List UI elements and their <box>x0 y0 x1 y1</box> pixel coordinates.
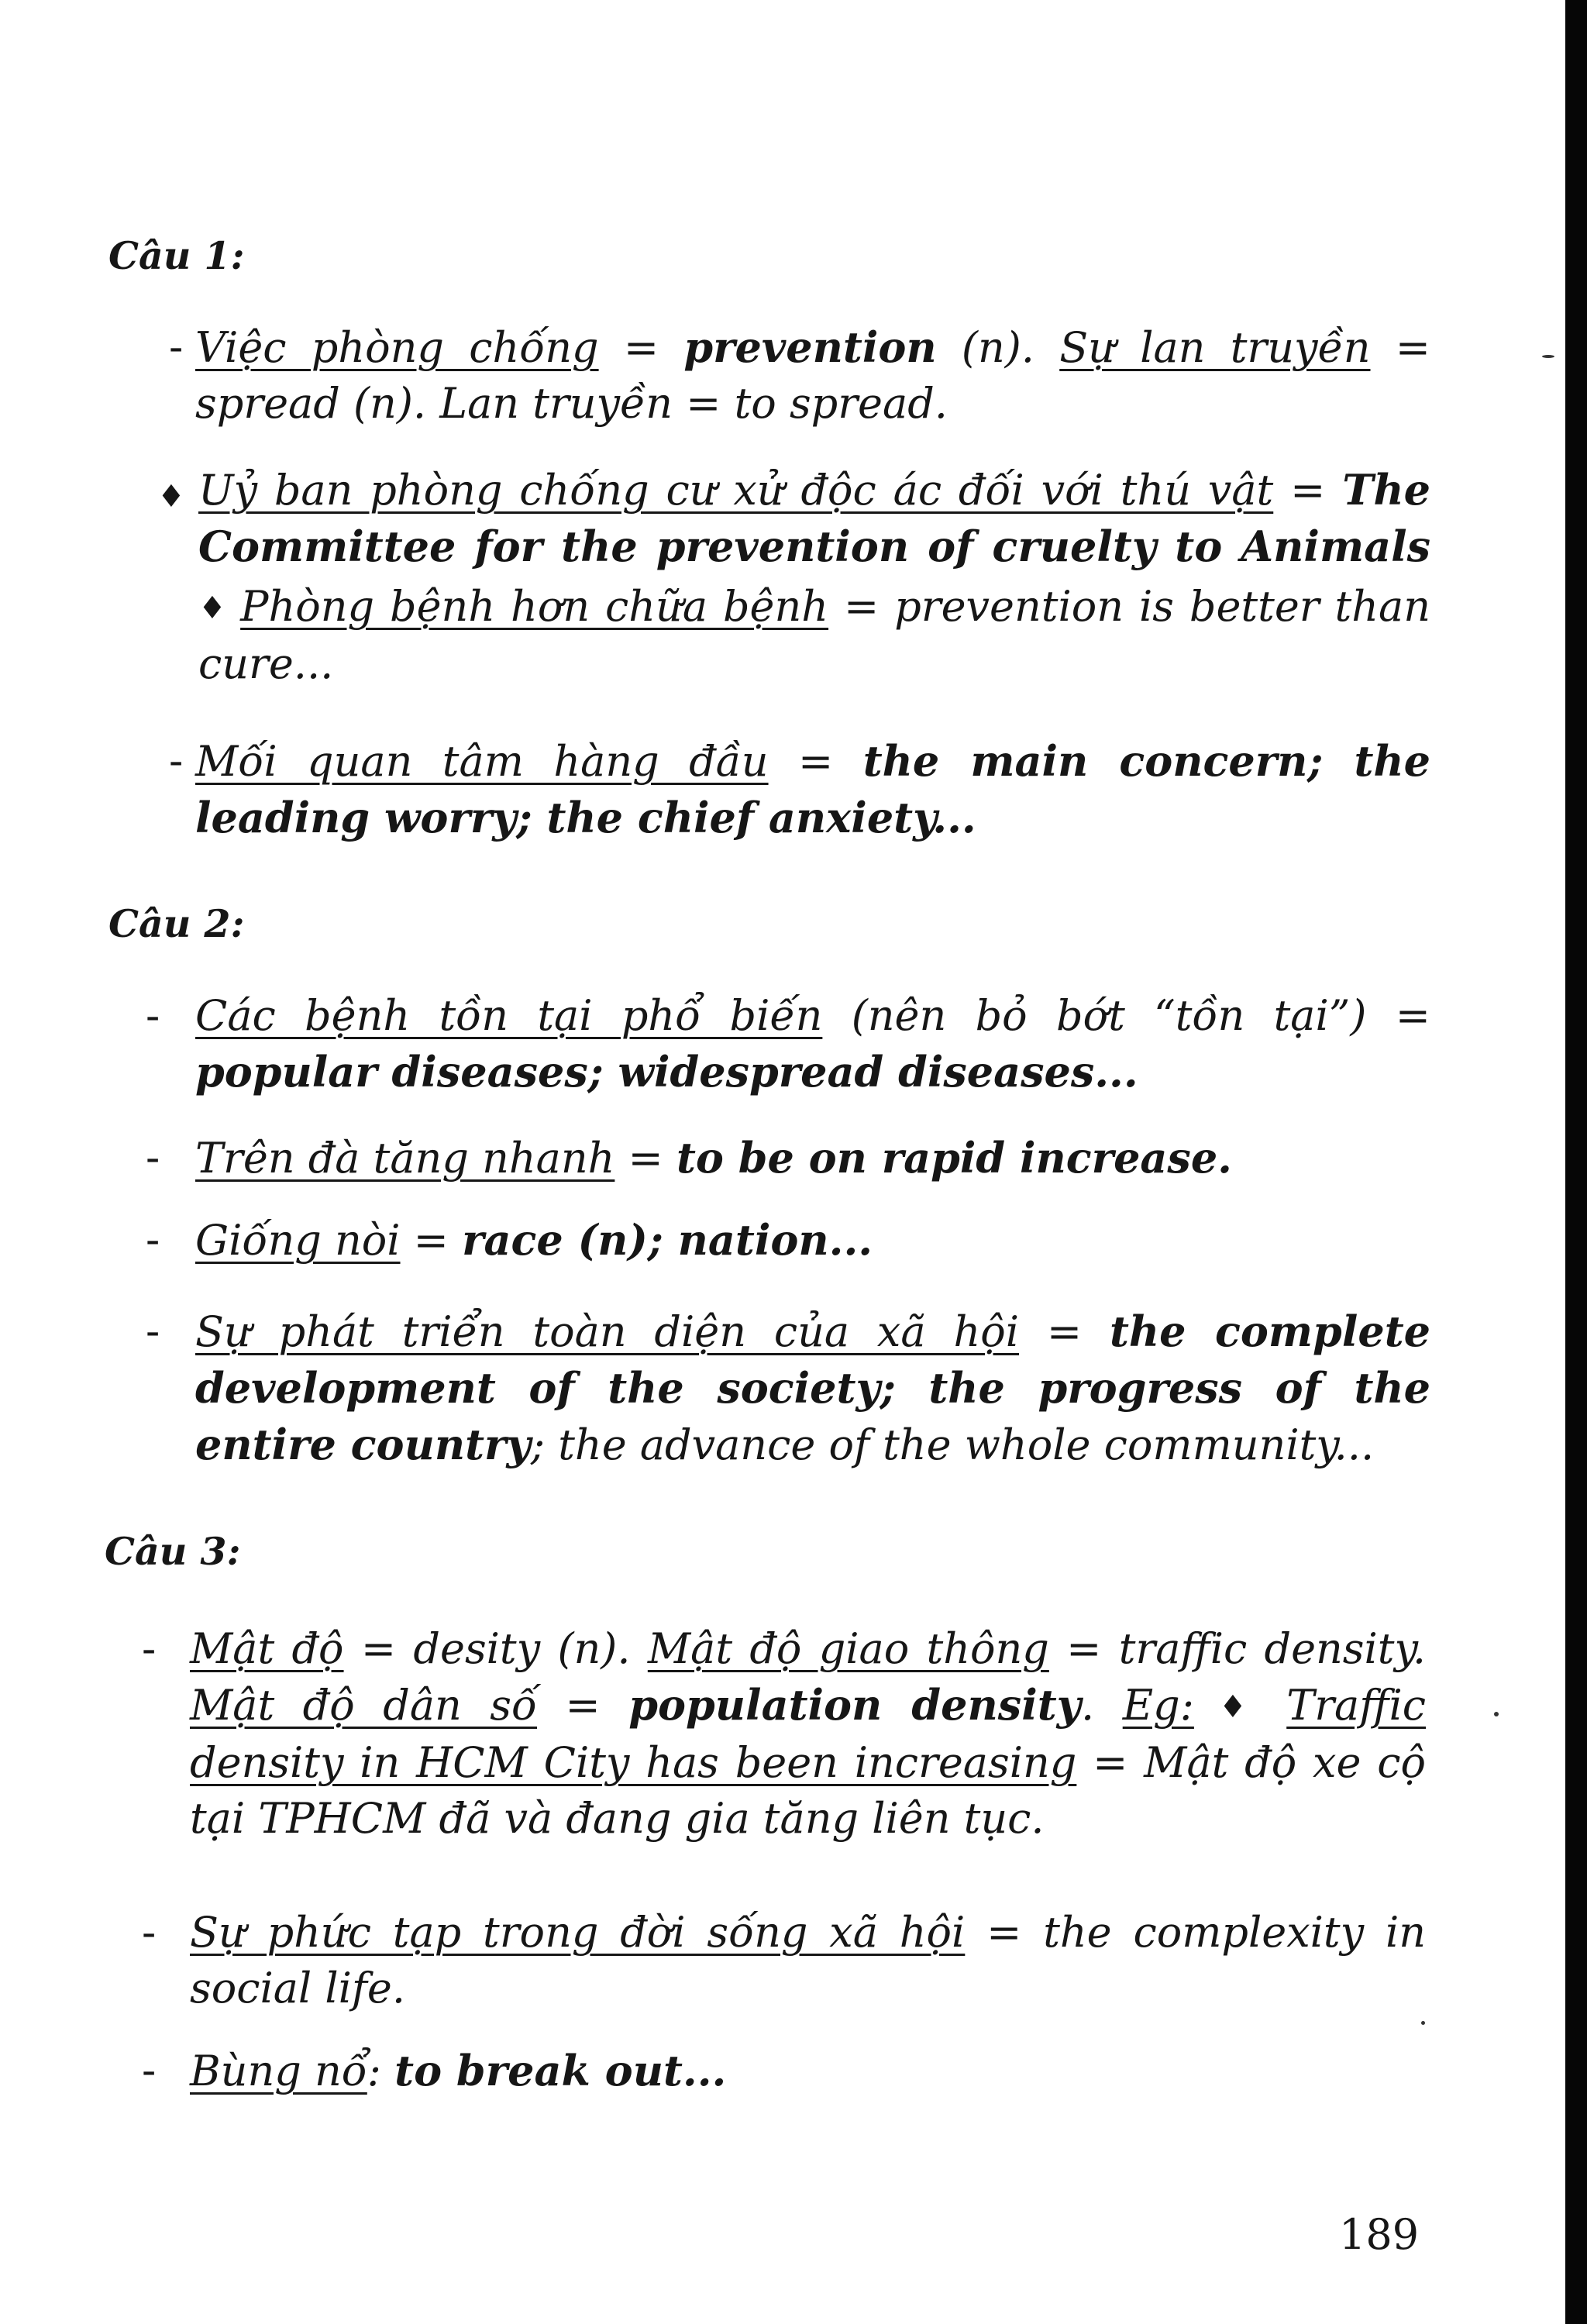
scan-speck <box>1421 2021 1425 2025</box>
en-term: The Committee for the prevention of cruelty to Animals <box>198 465 1430 571</box>
heading-cau-3: Câu 3: <box>105 1529 241 1574</box>
heading-cau-2: Câu 2: <box>108 901 245 946</box>
entry-dash: - <box>146 1307 160 1355</box>
en-term: prevention <box>683 322 937 372</box>
vi-term: Các bệnh tồn tại phổ biến <box>195 991 823 1040</box>
vi-term: Sự phức tạp trong đời sống xã hội <box>190 1908 966 1957</box>
en-term: the complete development of the society; the progress of the entire country <box>195 1307 1430 1469</box>
entry-dash: - <box>146 1215 160 1264</box>
vi-term: Trên đà tăng nhanh <box>195 1134 615 1183</box>
heading-cau-1: Câu 1: <box>108 233 245 278</box>
vi-term: Phòng bệnh hơn chữa bệnh <box>240 582 829 631</box>
scan-speck <box>1542 355 1554 358</box>
vi-term: Uỷ ban phòng chống cư xử độc ác đối với thú vật <box>198 466 1274 515</box>
entry-density: Mật độ = desity (n). Mật độ giao thông = traffic density. Mật độ dân số = population density. Eg: ♦ Traffic density in HCM City has been increasing = Mật độ xe cộ tại TPHCM đã và đang gia tăng liên tục. <box>190 1624 1426 1843</box>
entry-dash: - <box>169 322 184 371</box>
example-sentence: Traffic density in HCM City has been increasing <box>190 1681 1426 1787</box>
entry-prevention: Việc phòng chống = prevention (n). Sự lan truyền = spread (n). Lan truyền = to spread. <box>195 322 1430 428</box>
entry-break-out: Bùng nổ: to break out... <box>190 2046 727 2095</box>
entry-dash: - <box>146 991 160 1040</box>
vi-term: Mật độ <box>190 1624 344 1673</box>
note: (nên bỏ bớt “tồn tại”) <box>822 991 1367 1040</box>
vi-term: Sự phát triển toàn diện của xã hội <box>195 1307 1019 1356</box>
eg-label: Eg: <box>1122 1681 1194 1730</box>
entry-development: Sự phát triển toàn diện của xã hội = the complete development of the society; the progress of the entire country; the advance of the whole community... <box>195 1307 1430 1469</box>
vi-term: Việc phòng chống <box>195 323 599 372</box>
bullet-diamond: ♦ <box>1193 1689 1287 1725</box>
bullet-diamond: ♦ <box>157 479 185 515</box>
entry-committee: Uỷ ban phòng chống cư xử độc ác đối với thú vật = The Committee for the prevention of cruelty to Animals ♦ Phòng bệnh hơn chữa bệnh = prevention is better than cure... <box>198 465 1430 688</box>
en-term: the main concern; the leading worry; the chief anxiety... <box>195 736 1431 842</box>
vi-term: Bùng nổ <box>190 2047 367 2095</box>
entry-diseases: Các bệnh tồn tại phổ biến (nên bỏ bớt “tồn tại”) = popular diseases; widespread diseases... <box>195 991 1430 1097</box>
vi-term: Mối quan tâm hàng đầu <box>195 737 769 786</box>
entry-race: Giống nòi = race (n); nation... <box>195 1215 873 1265</box>
entry-dash: - <box>169 736 184 785</box>
page-number: 189 <box>1339 2210 1420 2259</box>
en-term: to break out... <box>394 2046 727 2095</box>
entry-dash: - <box>142 1624 157 1673</box>
entry-dash: - <box>142 2046 157 2095</box>
scan-speck <box>1494 1712 1499 1716</box>
entry-complexity: Sự phức tạp trong đời sống xã hội = the complexity in social life. <box>190 1908 1427 2012</box>
vi-term: Sự lan truyền <box>1059 323 1371 372</box>
scan-edge <box>1565 0 1587 2324</box>
entry-rapid-increase: Trên đà tăng nhanh = to be on rapid increase. <box>195 1133 1232 1183</box>
en-term: population density <box>628 1680 1082 1730</box>
vi-term: Giống nòi <box>195 1216 401 1265</box>
en-term: race (n); nation... <box>462 1215 873 1265</box>
entry-dash: - <box>146 1133 160 1182</box>
vi-term: Mật độ giao thông <box>647 1624 1049 1673</box>
entry-main-concern: Mối quan tâm hàng đầu = the main concern; the leading worry; the chief anxiety... <box>195 736 1431 842</box>
bullet-diamond: ♦ <box>198 590 241 626</box>
entry-dash: - <box>142 1908 157 1957</box>
en-term: to be on rapid increase. <box>676 1133 1232 1183</box>
en-term: popular diseases; widespread diseases... <box>195 1047 1138 1097</box>
vi-term: Mật độ dân số <box>190 1681 538 1730</box>
